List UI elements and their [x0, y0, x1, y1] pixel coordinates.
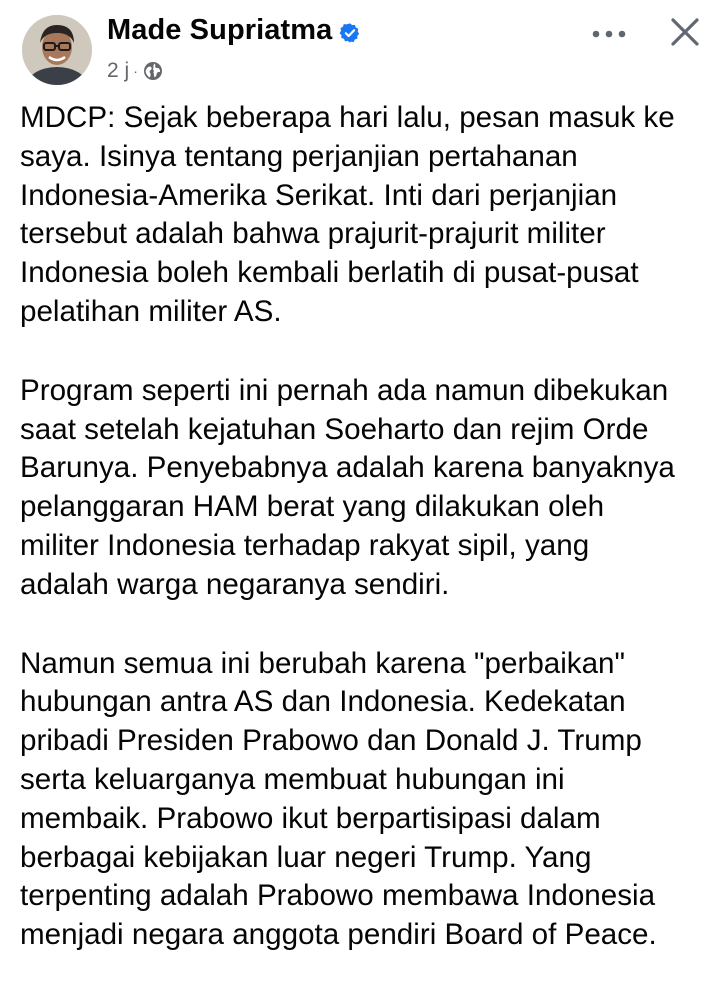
globe-icon: [143, 61, 163, 81]
close-button[interactable]: [666, 13, 704, 51]
post-header: [0, 0, 720, 96]
post-body: [20, 99, 710, 995]
post-paragraph: MDCP: Sejak beberapa hari lalu, pesan masuk ke saya. Isinya tentang perjanjian pertahanan Indonesia-Amerika Serikat. Inti dari perjanjian tersebut adalah bahwa prajurit-prajurit militer Indonesia boleh kembali berlatih di pusat-pusat pelatihan militer AS.: [20, 101, 675, 328]
avatar[interactable]: [22, 15, 92, 85]
avatar-image: [22, 15, 92, 85]
more-options-icon: [592, 30, 626, 38]
post-time[interactable]: 2 j: [107, 59, 130, 82]
post-meta: [107, 58, 163, 84]
close-icon: [669, 16, 701, 48]
verified-badge-icon: [339, 22, 361, 44]
more-options-button[interactable]: [589, 22, 629, 46]
meta-separator: ·: [133, 63, 138, 79]
author-name[interactable]: Made Supriatma: [107, 14, 333, 46]
post-paragraph: Program seperti ini pernah ada namun dibekukan saat setelah kejatuhan Soeharto dan rejim Orde Barunya. Penyebabnya adalah karena banyaknya pelanggaran HAM berat yang dilakukan oleh militer Indonesia terhadap rakyat sipil, yang adalah warga negaranya sendiri.: [20, 373, 675, 601]
post-paragraph: Namun semua ini berubah karena "perbaikan" hubungan antra AS dan Indonesia. Kedekatan pribadi Presiden Prabowo dan Donald J. Trump serta keluarganya membuat hubungan ini membaik. Prabowo ikut berpartisipasi dalam berbagai kebijakan luar negeri Trump. Yang terpenting adalah Prabowo membawa Indonesia menjadi negara anggota pendiri Board of Peace.: [20, 646, 657, 952]
